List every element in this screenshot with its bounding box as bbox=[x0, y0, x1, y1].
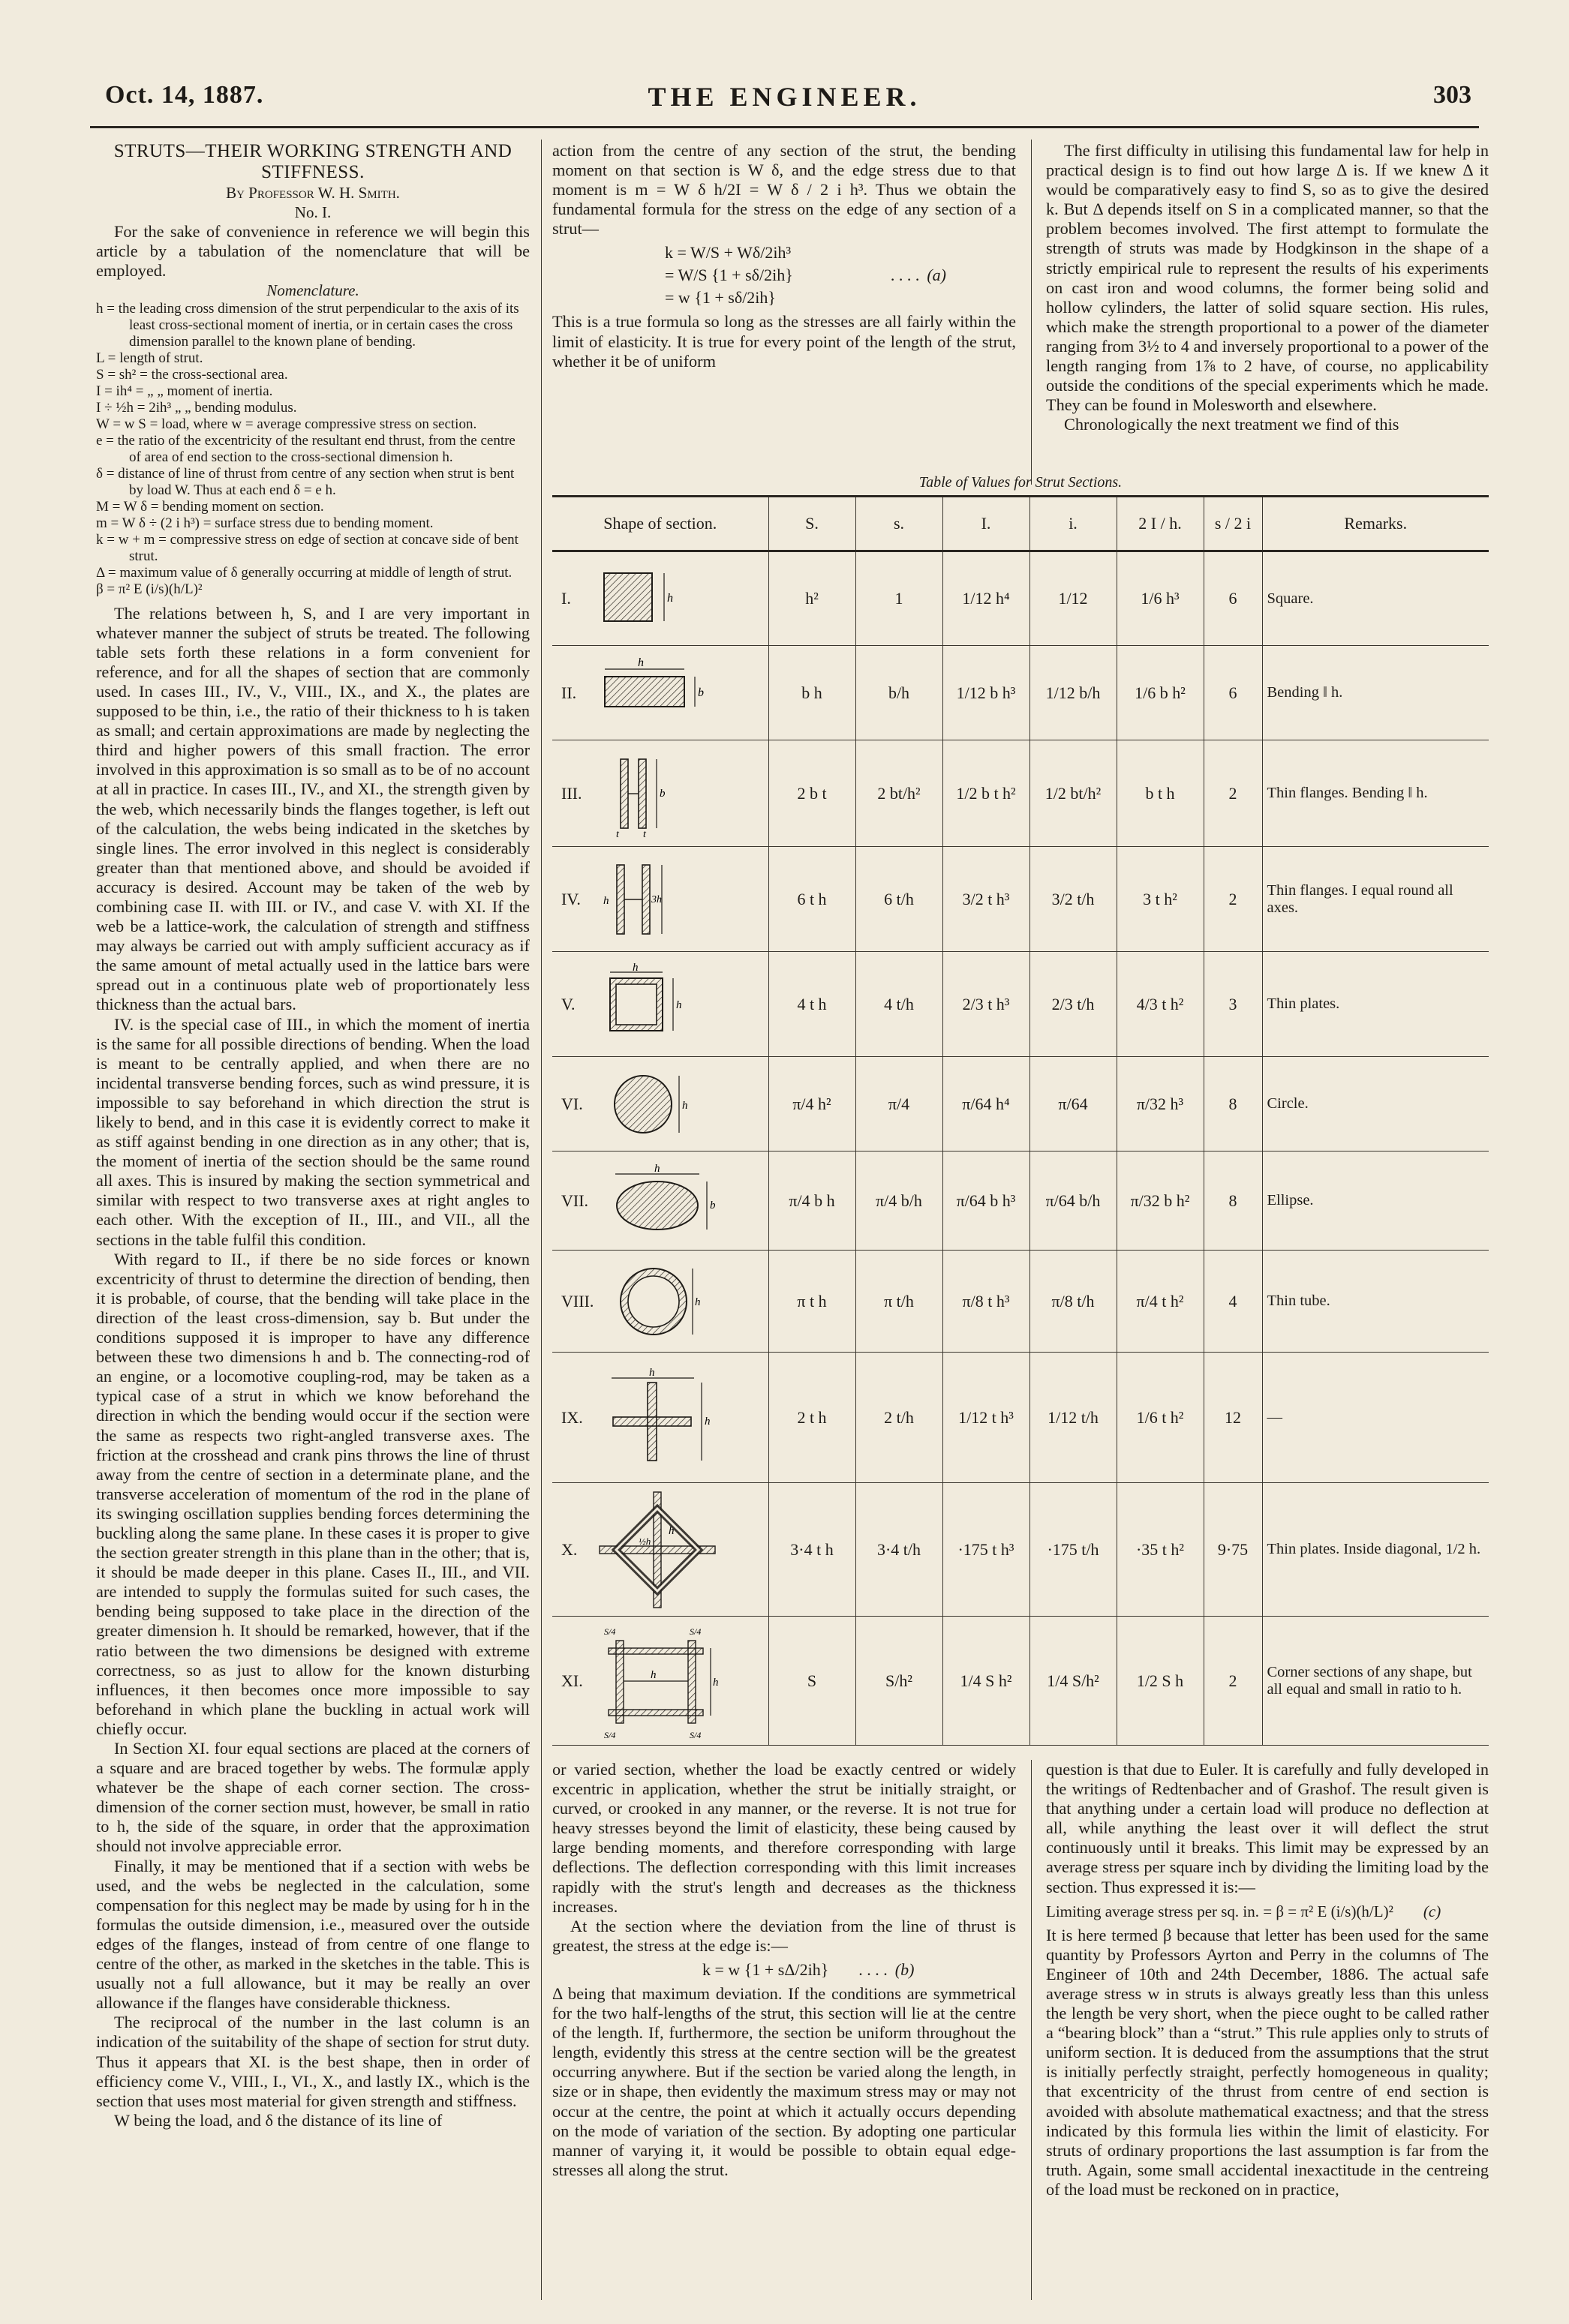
header-cell: s. bbox=[855, 497, 942, 551]
tube-section-icon bbox=[612, 1260, 702, 1343]
svg-text:h: h bbox=[669, 1524, 675, 1537]
svg-text:b: b bbox=[698, 686, 705, 699]
page-header bbox=[90, 81, 1479, 119]
table-row bbox=[552, 1057, 1489, 1151]
svg-text:h: h bbox=[654, 1163, 660, 1175]
cell-s: S/h² bbox=[855, 1617, 942, 1746]
cell-s: b/h bbox=[855, 646, 942, 740]
formula-line: Limiting average stress per sq. in. = β = π² E (i/s)(h/L)² bbox=[1046, 1902, 1393, 1920]
nomenclature-item: L = length of strut. bbox=[96, 350, 203, 366]
cell-remarks: Bending ‖ h. bbox=[1262, 646, 1489, 740]
cell-s: 2 bt/h² bbox=[855, 740, 942, 847]
channel-section-icon bbox=[600, 749, 690, 839]
cell-i: 1/12 b/h bbox=[1029, 646, 1117, 740]
cell-ratio: 2 bbox=[1204, 740, 1262, 847]
cell-s: 2 t/h bbox=[855, 1353, 942, 1483]
cell-modulus: b t h bbox=[1117, 740, 1204, 847]
cell-ratio: 9·75 bbox=[1204, 1483, 1262, 1617]
body-paragraph: The relations between h, S, and I are very important in whatever manner the subject of struts be treated. The following table sets forth these relations in a form convenient for reference, and for all the shapes of section that are commonly used. In cases III., IV., V., VIII., IX., and X., the plates are supposed to be thin, i.e., the ratio of their thickness to h is taken as small; and certain approximations are made by neglecting the third and higher powers of this small fraction. The error involved in this approximation is so small as to be of no account at all in practice. In cases III., IV., and XI., the strength given by the web, which necessarily binds the flanges together, is left out of the calculation, the webs being indicated in the sketches by single lines. The error involved in this neglect is considerably greater than that mentioned above, and should be avoided if accuracy is desired. Account may be taken of the web by combining case II. with III. or IV., and case V. with XI. If the web be a lattice-work, the calculation of strength and stiffness may always be carried out with amply sufficient accuracy as if the same amount of metal actually used in the lattice bars were spread out in a continuous plate web of proportionately less thickness than the actual bars. bbox=[96, 603, 530, 1014]
cell-I: ·175 t h³ bbox=[942, 1483, 1029, 1617]
formula-line: k = W/S + Wδ/2ih³ bbox=[665, 243, 792, 263]
nomenclature-item: W = w S = load, where w = average compressive stress on section. bbox=[96, 416, 477, 432]
row-numeral: VI. bbox=[561, 1094, 583, 1113]
body-paragraph: Chronologically the next treatment we find of this bbox=[1064, 415, 1399, 434]
formula-a: k = W/S + Wδ/2ih³ = W/S {1 + sδ/2ih} . . . . (a) = w {1 + sδ/2ih} bbox=[665, 242, 1016, 309]
cell-s: 4 t/h bbox=[855, 952, 942, 1057]
cell-I: 1/12 h⁴ bbox=[942, 551, 1029, 646]
table-row bbox=[552, 1353, 1489, 1483]
nomenclature-item: I ÷ ½h = 2ih³ „ „ bending modulus. bbox=[96, 399, 297, 416]
body-paragraph: At the section where the deviation from the line of thrust is greatest, the stress at the edge is:— bbox=[552, 1916, 1016, 1955]
header-cell: S. bbox=[768, 497, 855, 551]
row-numeral: XI. bbox=[561, 1671, 583, 1690]
nomenclature-item: δ = distance of line of thrust from centre of any section when strut is bent by load W. Thus at each end δ = e h. bbox=[96, 465, 515, 498]
formula-b: k = w {1 + sΔ/2ih} . . . . (b) bbox=[702, 1959, 1016, 1981]
cell-s: π t/h bbox=[855, 1251, 942, 1353]
body-paragraph: In Section XI. four equal sections are placed at the corners of a square and are braced together by webs. The formulæ apply whatever be the shape of each corner section. The cross-dimension of the corner section must, however, be small in ratio to h, the side of the square, in order that the approximation should not involve appreciable error. bbox=[96, 1739, 530, 1856]
column-a bbox=[96, 141, 530, 2301]
cell-S: 4 t h bbox=[768, 952, 855, 1057]
cell-i: π/8 t/h bbox=[1029, 1251, 1117, 1353]
svg-text:h: h bbox=[638, 656, 645, 669]
svg-text:h: h bbox=[704, 1415, 711, 1428]
body-paragraph: IV. is the special case of III., in which the moment of inertia is the same for all possible directions of bending. When the load is meant to be centrally applied, and when there are no incidental transverse bending forces, such as wind pressure, it is impossible to say beforehand in which direction the strut is likely to bend, and in this case it is evidently correct to make it as stiff against bending in one direction as in any other; that is, the moment of inertia of the section should be the same round all axes. This is insured by making the section symmetrical and similar with respect to two transverse axes at right angles to each other. With the exception of II., III., and VII., all the sections in the table fulfil this condition. bbox=[96, 1014, 530, 1249]
cell-ratio: 6 bbox=[1204, 551, 1262, 646]
cell-i: 2/3 t/h bbox=[1029, 952, 1117, 1057]
intro-paragraph: For the sake of convenience in reference we will begin this article by a tabulation of the nomenclature that will be employed. bbox=[96, 222, 530, 281]
cell-S: 2 t h bbox=[768, 1353, 855, 1483]
cell-i: 1/12 bbox=[1029, 551, 1117, 646]
row-numeral: IV. bbox=[561, 889, 581, 908]
cell-i: 1/2 bt/h² bbox=[1029, 740, 1117, 847]
column-divider-2 bbox=[1031, 140, 1032, 485]
formula-c bbox=[1046, 1900, 1489, 1923]
body-paragraph: The first difficulty in utilising this fundamental law for help in practical design is to find out how large Δ is. If we knew Δ it would be comparatively easy to find S, so as to give the desired k. But Δ depends itself on S in a complicated manner, so that the problem becomes involved. The first attempt to formulate the strength of struts was made by Hodgkinson in the shape of a strictly empirical rule to represent the results of his experiments on cast iron and wood columns, the former being solid and hollow cylinders, the latter of solid square section. His rules, which make the strength proportional to a power of the diameter ranging from 3½ to 4 and inversely proportional to a power of the length ranging from 1⅞ to 2 have, of course, no applicability outside the conditions of the special experiments which he made. They can be found in Molesworth and elsewhere. bbox=[1046, 141, 1489, 415]
cell-S: 6 t h bbox=[768, 847, 855, 952]
body-paragraph: Finally, it may be mentioned that if a section with webs be used, and the webs be neglected in the calculation, some compensation for this neglect may be made by using for h in the formulas the outside dimension, i.e., measured over the outside edges of the flanges, instead of from centre of one flange to centre of the other, as marked in the sketches in the table. This is usually not a full allowance, but it may be really an over allowance if the flanges have considerable thickness. bbox=[96, 1856, 530, 2013]
cell-modulus: ·35 t h² bbox=[1117, 1483, 1204, 1617]
body-paragraph: This is a true formula so long as the stresses are all fairly within the limit of elasticity. It is true for every point of the length of the strut, whether it be of uniform bbox=[552, 312, 1016, 371]
header-cell: I. bbox=[942, 497, 1029, 551]
row-numeral: IX. bbox=[561, 1407, 583, 1427]
article-title: STRUTS—THEIR WORKING STRENGTH AND STIFFNESS. bbox=[113, 141, 512, 182]
column-divider-1 bbox=[541, 140, 542, 2300]
box-flange-section-icon bbox=[599, 854, 689, 944]
row-numeral: V. bbox=[561, 994, 576, 1013]
cell-modulus: 3 t h² bbox=[1117, 847, 1204, 952]
cell-remarks: Thin flanges. I equal round all axes. bbox=[1262, 847, 1489, 952]
svg-text:h: h bbox=[603, 894, 609, 907]
nomenclature-item: e = the ratio of the excentricity of the resultant end thrust, from the centre of area of end section to the cross-sectional dimension h. bbox=[96, 432, 515, 465]
cell-I: 2/3 t h³ bbox=[942, 952, 1029, 1057]
cell-remarks: Thin plates. bbox=[1262, 952, 1489, 1057]
formula-line: k = w {1 + sΔ/2ih} bbox=[702, 1959, 829, 1979]
cell-S: S bbox=[768, 1617, 855, 1746]
cell-i: ·175 t/h bbox=[1029, 1483, 1117, 1617]
cell-remarks: Thin plates. Inside diagonal, 1/2 h. bbox=[1262, 1483, 1489, 1617]
column-b bbox=[552, 141, 1016, 486]
row-numeral: X. bbox=[561, 1539, 578, 1559]
ellipse-section-icon bbox=[606, 1164, 719, 1239]
header-cell: Shape of section. bbox=[552, 497, 768, 551]
nomenclature-item: β = π² E (i/s)(h/L)² bbox=[96, 581, 203, 597]
formula-line: = W/S {1 + sδ/2ih} bbox=[665, 266, 793, 285]
svg-text:t: t bbox=[616, 828, 620, 839]
svg-text:h: h bbox=[666, 592, 673, 605]
cell-ratio: 12 bbox=[1204, 1353, 1262, 1483]
cell-remarks: Ellipse. bbox=[1262, 1151, 1489, 1251]
cell-ratio: 6 bbox=[1204, 646, 1262, 740]
cell-S: π/4 b h bbox=[768, 1151, 855, 1251]
svg-text:½h: ½h bbox=[639, 1535, 651, 1547]
cell-ratio: 8 bbox=[1204, 1151, 1262, 1251]
cell-modulus: 1/6 t h² bbox=[1117, 1353, 1204, 1483]
formula-line: = w {1 + sδ/2ih} bbox=[665, 288, 776, 308]
formula-label: (a) bbox=[927, 266, 946, 285]
table-row bbox=[552, 847, 1489, 952]
strut-sections-table bbox=[552, 495, 1489, 1746]
table-caption: Table of Values for Strut Sections. bbox=[918, 474, 1123, 491]
row-numeral: III. bbox=[561, 783, 582, 803]
nomenclature-heading: Nomenclature. bbox=[266, 281, 359, 300]
svg-text:t: t bbox=[643, 828, 647, 839]
table-header-row bbox=[552, 497, 1489, 551]
formula-label: (c) bbox=[1423, 1902, 1441, 1920]
latticed-square-section-icon bbox=[601, 1621, 721, 1741]
table-row bbox=[552, 1251, 1489, 1353]
nomenclature-item: Δ = maximum value of δ generally occurring at middle of length of strut. bbox=[96, 564, 512, 581]
body-paragraph: Δ being that maximum deviation. If the conditions are symmetrical for the two half-lengths of the strut, this section will lie at the centre of the length. If, furthermore, the section be uniform throughout the length, evidently this stress at the centre section will be the greatest occurring anywhere. But if the section be varied along the length, in size or in shape, then evidently the maximum stress may or may not occur at the centre, the point at which it actually occurs depending on the mode of variation of the section. By adopting one particular manner of varying it, it would be possible to obtain equal edge-stresses all along the strut. bbox=[552, 1983, 1016, 2179]
cell-i: π/64 b/h bbox=[1029, 1151, 1117, 1251]
cell-I: 1/4 S h² bbox=[942, 1617, 1029, 1746]
hollow-square-section-icon bbox=[594, 963, 691, 1046]
body-paragraph: action from the centre of any section of the strut, the bending moment on that section is W δ, and the edge stress due to that moment is m = W δ h/2I = W δ / 2 i h³. Thus we obtain the fundamental formula for the stress on the edge of any section of a strut— bbox=[552, 141, 1016, 239]
rectangle-section-icon bbox=[594, 657, 707, 729]
body-paragraph: question is that due to Euler. It is carefully and fully developed in the writings of Redtenbacher and of Grashof. The result given is that anything under a certain load will produce no deflection at all, while anything the least over it will deflect the strut continuously until it breaks. This limit may be expressed by an average stress per square inch by dividing the limiting load by the section. Thus expressed it is:— bbox=[1046, 1760, 1489, 1896]
cell-modulus: π/32 b h² bbox=[1117, 1151, 1204, 1251]
cell-I: 3/2 t h³ bbox=[942, 847, 1029, 952]
cell-S: π t h bbox=[768, 1251, 855, 1353]
nomenclature-item: k = w + m = compressive stress on edge of section at concave side of bent strut. bbox=[96, 531, 518, 564]
journal-title: THE ENGINEER. bbox=[648, 82, 921, 112]
row-numeral: VIII. bbox=[561, 1291, 594, 1311]
nomenclature-item: M = W δ = bending moment on section. bbox=[96, 498, 324, 515]
svg-text:S/4: S/4 bbox=[689, 1626, 702, 1637]
cell-remarks: Corner sections of any shape, but all equal and small in ratio to h. bbox=[1262, 1617, 1489, 1746]
square-section-icon bbox=[589, 563, 679, 635]
body-paragraph: or varied section, whether the load be exactly centred or widely excentric in application, whether the strut be initially straight, or curved, or crooked in any manner, or the reverse. It is not true for heavy stresses beyond the limit of elasticity, these being caused by large bending moments, and therefore corresponding with large deflections. The deflection corresponding with this limit increases rapidly with the strut's length and decreases as the thickness increases. bbox=[552, 1760, 1016, 1916]
cell-remarks: Thin flanges. Bending ‖ h. bbox=[1262, 740, 1489, 847]
svg-text:h: h bbox=[695, 1296, 701, 1308]
column-c bbox=[1046, 141, 1489, 486]
svg-text:h: h bbox=[681, 1099, 688, 1112]
row-numeral: VII. bbox=[561, 1191, 589, 1210]
svg-text:h: h bbox=[675, 998, 682, 1011]
table-row bbox=[552, 1617, 1489, 1746]
cell-s: π/4 bbox=[855, 1057, 942, 1151]
cell-s: 3·4 t/h bbox=[855, 1483, 942, 1617]
table-row bbox=[552, 646, 1489, 740]
body-paragraph: With regard to II., if there be no side forces or known excentricity of thrust to determine the direction of bending, then it is probable, of course, that the bending will take place in the direction of the least cross-dimension, say b. But under the conditions supposed it is improper to have any difference between these two dimensions h and b. The connecting-rod of an engine, or a locomotive coupling-rod, may be taken as a typical case of a strut in which we know beforehand the direction in which the bending would occur if the section were the same as respects two right-angled transverse axes. The friction at the crosshead and crank pins throws the line of thrust away from the centre of section in a determinate plane, and the transverse acceleration of momentum of the rod in the plane of its swinging oscillation supplies bending forces determining the buckling along the same plane. In these cases it is proper to give the section greater strength in this plane than in the other; that is, it should be made deeper in this plane. Cases II., III., and VII. are intended to supply the formulas suited for such cases, the bending being supposed to take place in the direction of the greater dimension h. It should be remarked, however, that if the ratio between the two dimensions be designed with extreme correctness, so as just to allow for the known disturbing influences, it then becomes once more impossible to say beforehand in which plane the buckling in actual work will chiefly occur. bbox=[96, 1249, 530, 1738]
table-row bbox=[552, 1151, 1489, 1251]
svg-text:h: h bbox=[632, 962, 639, 974]
cell-remarks: Circle. bbox=[1262, 1057, 1489, 1151]
cell-modulus: 1/6 b h² bbox=[1117, 646, 1204, 740]
table-row bbox=[552, 1483, 1489, 1617]
cell-I: 1/12 b h³ bbox=[942, 646, 1029, 740]
cell-I: π/64 b h³ bbox=[942, 1151, 1029, 1251]
cell-S: 3·4 t h bbox=[768, 1483, 855, 1617]
header-cell: Remarks. bbox=[1262, 497, 1489, 551]
cell-ratio: 2 bbox=[1204, 847, 1262, 952]
cell-i: π/64 bbox=[1029, 1057, 1117, 1151]
table-row bbox=[552, 551, 1489, 646]
svg-text:3h: 3h bbox=[651, 893, 662, 905]
cell-modulus: 1/6 h³ bbox=[1117, 551, 1204, 646]
cell-ratio: 2 bbox=[1204, 1617, 1262, 1746]
header-cell: 2 I / h. bbox=[1117, 497, 1204, 551]
page-number: 303 bbox=[1433, 81, 1471, 109]
table-row bbox=[552, 740, 1489, 847]
svg-text:h: h bbox=[712, 1676, 719, 1689]
nomenclature-item: h = the leading cross dimension of the strut perpendicular to the axis of its least cross-sectional moment of inertia, or in certain cases the cross dimension parallel to the known plane of bending. bbox=[96, 300, 519, 350]
cell-S: h² bbox=[768, 551, 855, 646]
cell-I: π/8 t h³ bbox=[942, 1251, 1029, 1353]
nomenclature-item: I = ih⁴ = „ „ moment of inertia. bbox=[96, 383, 273, 399]
cell-remarks: — bbox=[1262, 1353, 1489, 1483]
cell-I: 1/2 b t h² bbox=[942, 740, 1029, 847]
nomenclature-item: m = W δ ÷ (2 i h³) = surface stress due to bending moment. bbox=[96, 515, 434, 531]
article-number: No. I. bbox=[294, 203, 332, 222]
cell-I: 1/12 t h³ bbox=[942, 1353, 1029, 1483]
header-cell: s / 2 i bbox=[1204, 497, 1262, 551]
column-e bbox=[1046, 1760, 1489, 2300]
svg-text:h: h bbox=[650, 1668, 657, 1681]
header-cell: i. bbox=[1029, 497, 1117, 551]
cell-S: 2 b t bbox=[768, 740, 855, 847]
table-row bbox=[552, 952, 1489, 1057]
cell-ratio: 3 bbox=[1204, 952, 1262, 1057]
cell-i: 3/2 t/h bbox=[1029, 847, 1117, 952]
cell-modulus: π/4 t h² bbox=[1117, 1251, 1204, 1353]
cell-i: 1/12 t/h bbox=[1029, 1353, 1117, 1483]
cell-ratio: 8 bbox=[1204, 1057, 1262, 1151]
formula-label: (b) bbox=[894, 1959, 915, 1979]
cell-modulus: 4/3 t h² bbox=[1117, 952, 1204, 1057]
column-d bbox=[552, 1760, 1016, 2300]
cell-S: π/4 h² bbox=[768, 1057, 855, 1151]
cell-remarks: Square. bbox=[1262, 551, 1489, 646]
cell-modulus: 1/2 S h bbox=[1117, 1617, 1204, 1746]
circle-section-icon bbox=[601, 1067, 691, 1142]
cell-s: 6 t/h bbox=[855, 847, 942, 952]
svg-text:S/4: S/4 bbox=[689, 1729, 702, 1740]
cell-ratio: 4 bbox=[1204, 1251, 1262, 1353]
body-paragraph: The reciprocal of the number in the last column is an indication of the suitability of the shape of section for strut duty. Thus it appears that XI. is the best shape, then in order of efficiency come V., VIII., I., VI., X., and lastly IX., which is the section that uses most material for given strength and stiffness. bbox=[96, 2013, 530, 2110]
cell-s: π/4 b/h bbox=[855, 1151, 942, 1251]
cell-I: π/64 h⁴ bbox=[942, 1057, 1029, 1151]
column-divider-3 bbox=[1031, 1760, 1032, 2300]
svg-text:S/4: S/4 bbox=[603, 1729, 616, 1740]
svg-text:b: b bbox=[660, 787, 666, 800]
svg-text:S/4: S/4 bbox=[603, 1626, 616, 1637]
cell-s: 1 bbox=[855, 551, 942, 646]
byline: By Professor W. H. Smith. bbox=[226, 184, 400, 202]
svg-text:b: b bbox=[710, 1199, 716, 1212]
body-paragraph: W being the load, and δ the distance of its line of bbox=[114, 2110, 443, 2130]
svg-text:h: h bbox=[648, 1366, 655, 1379]
row-numeral: I. bbox=[561, 589, 571, 608]
cross-section-icon bbox=[601, 1362, 714, 1474]
cell-i: 1/4 S/h² bbox=[1029, 1617, 1117, 1746]
diamond-box-section-icon bbox=[595, 1486, 723, 1614]
cell-S: b h bbox=[768, 646, 855, 740]
header-rule bbox=[90, 126, 1479, 128]
body-paragraph: It is here termed β because that letter has been used for the same quantity by Professors Ayrton and Perry in the columns of The Engineer of 10th and 24th December, 1886. The actual safe average stress w in struts is always greatly less than this unless the length be very short, when the piece ought to be called rather a “bearing block” than a “strut.” This rule applies only to struts of uniform section. It is deduced from the assumptions that the strut is initially perfectly straight, perfectly homogeneous in quality; that excentricity of the thrust from centre of end section is avoided with absolute mathematical exactness; and that the stress indicated by this formula lies within the limit of elasticity. For struts of ordinary proportions the last assumption is far from the truth. Again, some small accidental inexactitude in the centreing of the load must be reckoned on in practice, bbox=[1046, 1925, 1489, 2199]
cell-remarks: Thin tube. bbox=[1262, 1251, 1489, 1353]
nomenclature-item: S = sh² = the cross-sectional area. bbox=[96, 366, 288, 383]
issue-date: Oct. 14, 1887. bbox=[105, 81, 264, 109]
cell-modulus: π/32 h³ bbox=[1117, 1057, 1204, 1151]
row-numeral: II. bbox=[561, 683, 577, 702]
